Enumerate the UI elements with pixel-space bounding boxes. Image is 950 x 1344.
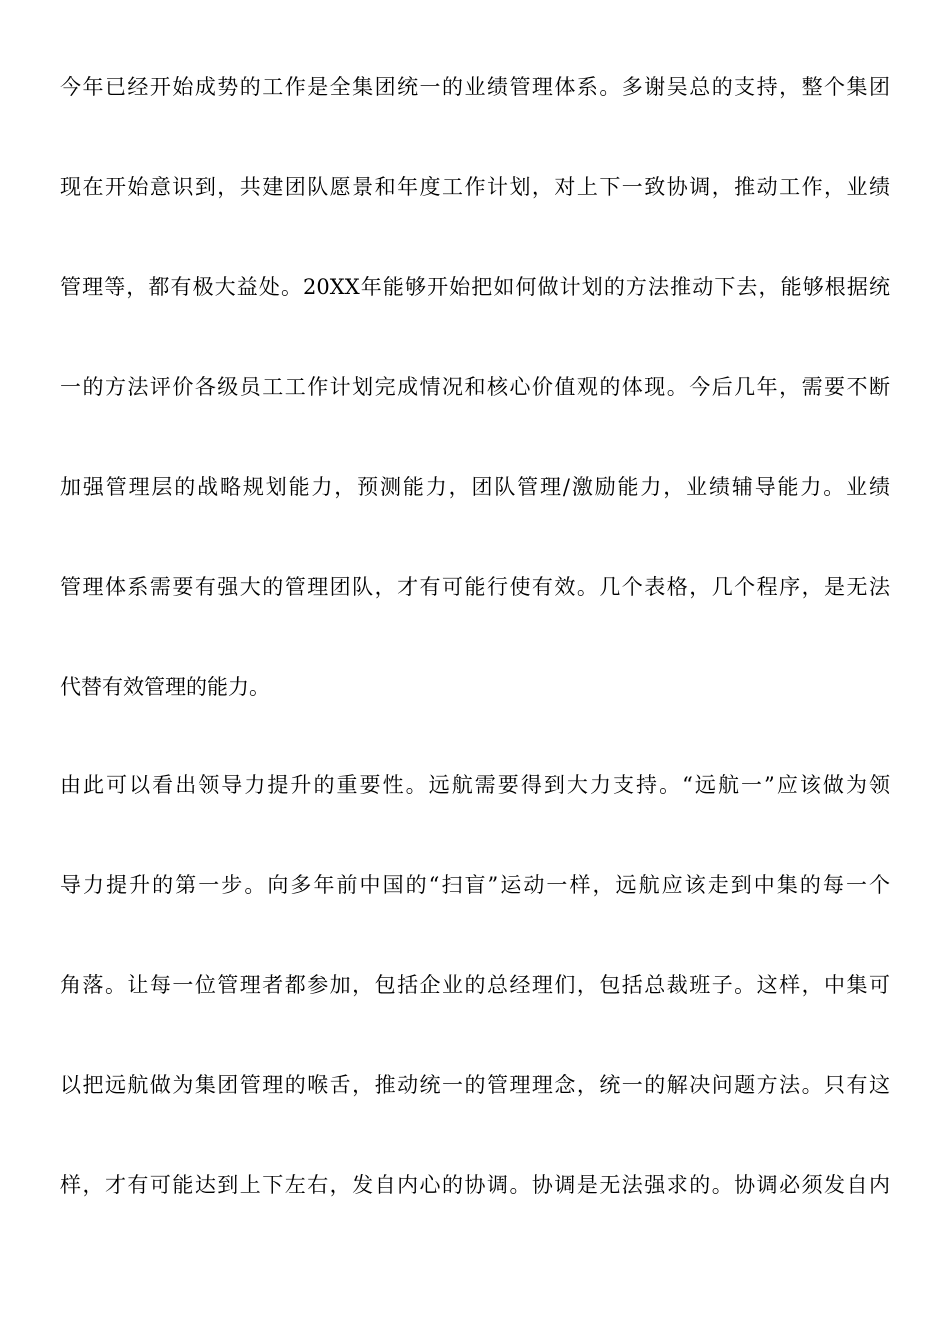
- paragraph-line: 角落。让每一位管理者都参加，包括企业的总经理们，包括总裁班子。这样，中集可: [60, 973, 890, 997]
- paragraph-line: 加强管理层的战略规划能力，预测能力，团队管理/激励能力，业绩辅导能力。业绩: [60, 475, 890, 499]
- paragraph-line: 今年已经开始成势的工作是全集团统一的业绩管理体系。多谢吴总的支持，整个集团: [60, 75, 890, 99]
- paragraph-line: 现在开始意识到，共建团队愿景和年度工作计划，对上下一致协调，推动工作，业绩: [60, 175, 890, 199]
- paragraph-line: 一的方法评价各级员工工作计划完成情况和核心价值观的体现。今后几年，需要不断: [60, 375, 890, 399]
- paragraph-line: 管理体系需要有强大的管理团队，才有可能行使有效。几个表格，几个程序，是无法: [60, 575, 890, 599]
- paragraph-line: 以把远航做为集团管理的喉舌，推动统一的管理理念，统一的解决问题方法。只有这: [60, 1073, 890, 1097]
- paragraph-line: 样，才有可能达到上下左右，发自内心的协调。协调是无法强求的。协调必须发自内: [60, 1173, 890, 1197]
- paragraph-line: 管理等，都有极大益处。20XX年能够开始把如何做计划的方法推动下去，能够根据统: [60, 275, 890, 299]
- paragraph-line: 代替有效管理的能力。: [60, 675, 270, 699]
- paragraph-line: 由此可以看出领导力提升的重要性。远航需要得到大力支持。“远航一”应该做为领: [60, 773, 890, 797]
- paragraph-line: 导力提升的第一步。向多年前中国的“扫盲”运动一样，远航应该走到中集的每一个: [60, 873, 890, 897]
